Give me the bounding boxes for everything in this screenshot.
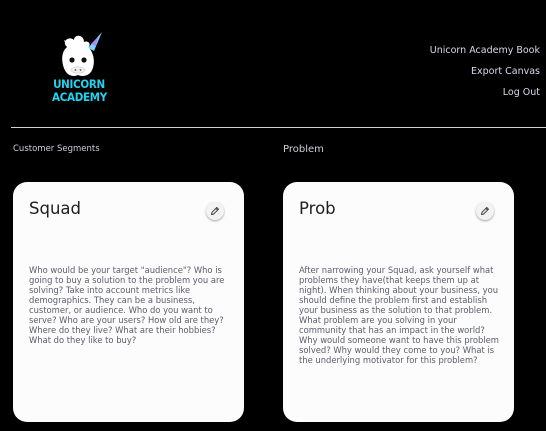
- edit-button[interactable]: [476, 202, 494, 220]
- unicorn-academy-logo: [52, 30, 106, 108]
- card-prob: [283, 182, 514, 422]
- brand-line1: UNICORN: [53, 77, 105, 91]
- top-nav: [430, 46, 540, 109]
- card-squad: [13, 182, 244, 422]
- brand-wordmark: [52, 78, 106, 104]
- section-label-customer-segments: Customer Segments: [13, 144, 100, 154]
- section-label-problem: Problem: [283, 144, 324, 155]
- pencil-icon: [210, 206, 220, 216]
- card-description: Who would be your target "audience"? Who is going to buy a solution to the problem you are solving? Take into account metrics like demographics. They can be a business, customer, or audience. Who do you want to serve? Who are your users? How old are they? Where do they live? What are their hobbies? What do they like to buy?: [29, 265, 225, 345]
- brand-line2: ACADEMY: [52, 90, 107, 104]
- logout-link[interactable]: Log Out: [502, 87, 540, 98]
- card-title: Squad: [29, 199, 81, 218]
- unicorn-academy-book-link[interactable]: Unicorn Academy Book: [429, 45, 540, 56]
- card-description: After narrowing your Squad, ask yourself what problems they have(that keeps them up at night). When thinking about your business, you should define the problem first and establish your business as the solution to that problem. What problem are you solving in your community that has an impact in the world? Why would someone want to have this problem solved? Why would they come to you? What is the underlying motivator for this problem?: [299, 265, 499, 365]
- header-divider: [11, 127, 546, 128]
- card-title: Prob: [299, 199, 336, 218]
- export-canvas-link[interactable]: Export Canvas: [471, 66, 540, 77]
- unicorn-head-icon: [52, 30, 106, 80]
- edit-button[interactable]: [206, 202, 224, 220]
- pencil-icon: [480, 206, 490, 216]
